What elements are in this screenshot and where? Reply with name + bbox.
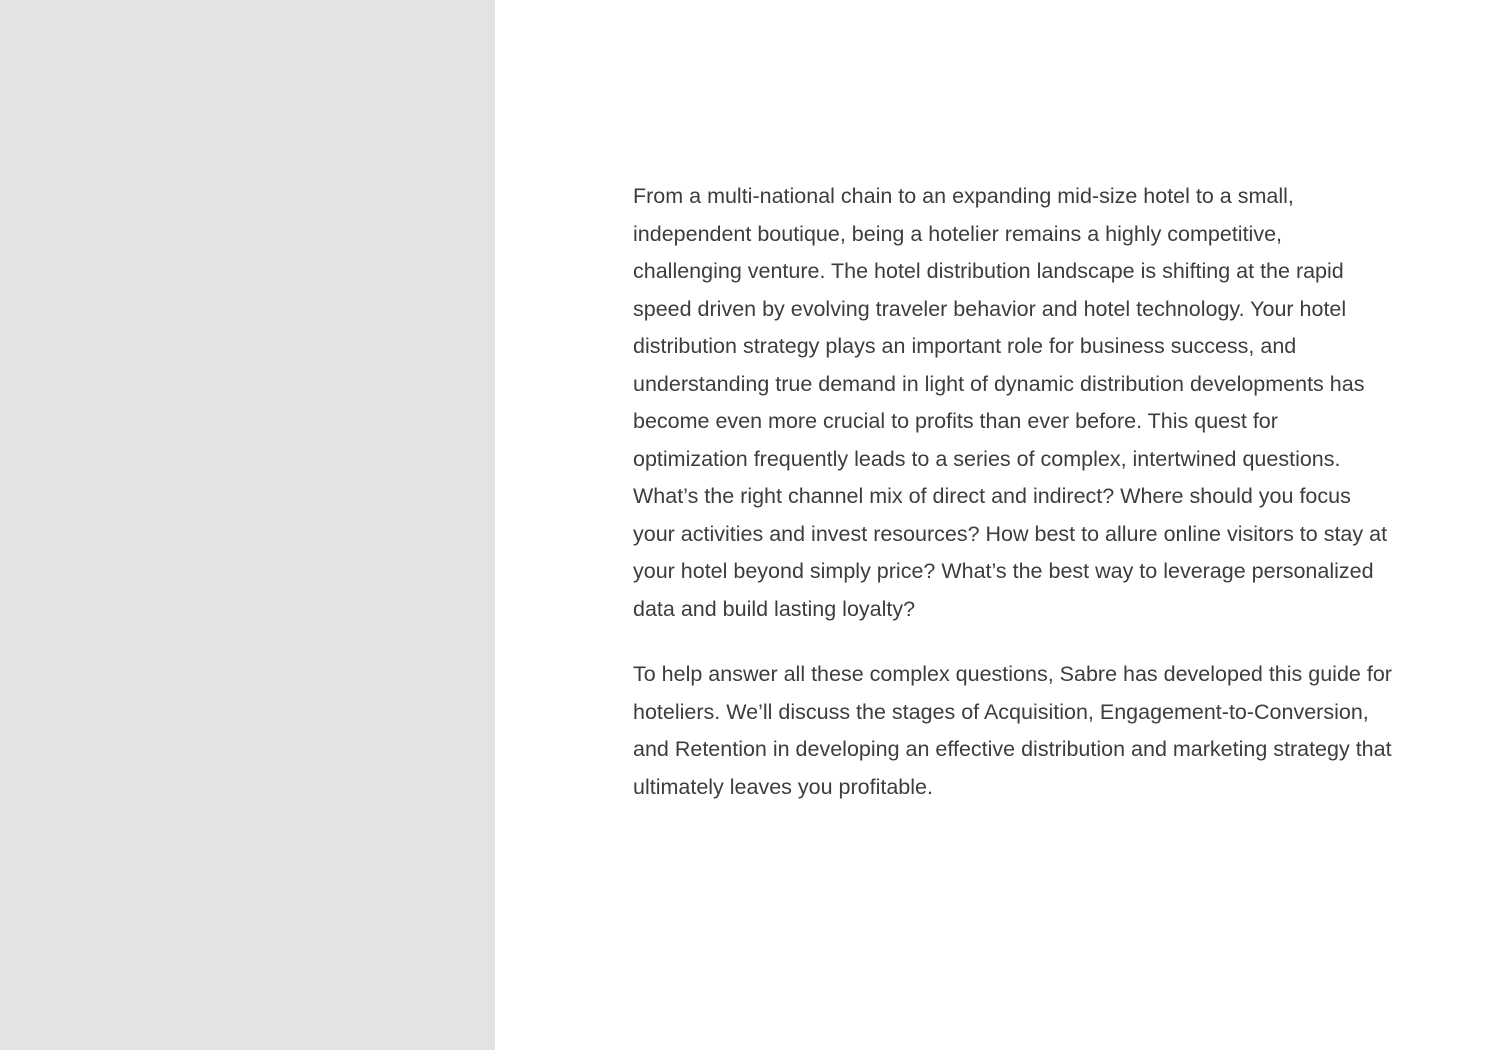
- intro-text: [633, 178, 1393, 834]
- intro-paragraph-2: To help answer all these complex questions, Sabre has developed this guide for hoteliers. We’ll discuss the stages of Acquisition, Engagement-to-Conversion, and Retention in developing an effective distribution and marketing strategy that ultimately leaves you profitable.: [633, 662, 1392, 799]
- side-panel: [0, 0, 611, 1050]
- intro-paragraph-1: From a multi-national chain to an expanding mid-size hotel to a small, independent boutique, being a hotelier remains a highly competitive, challenging venture. The hotel distribution landscape is shifting at the rapid speed driven by evolving traveler behavior and hotel technology. Your hotel distribution strategy plays an important role for business success, and understanding true demand in light of dynamic distribution developments has become even more crucial to profits than ever before. This quest for optimization frequently leads to a series of complex, intertwined questions. What’s the right channel mix of direct and indirect? Where should you focus your activities and invest resources? How best to allure online visitors to stay at your hotel beyond simply price? What’s the best way to leverage personalized data and build lasting loyalty?: [633, 184, 1388, 621]
- section-title: INTRO: [486, 112, 611, 512]
